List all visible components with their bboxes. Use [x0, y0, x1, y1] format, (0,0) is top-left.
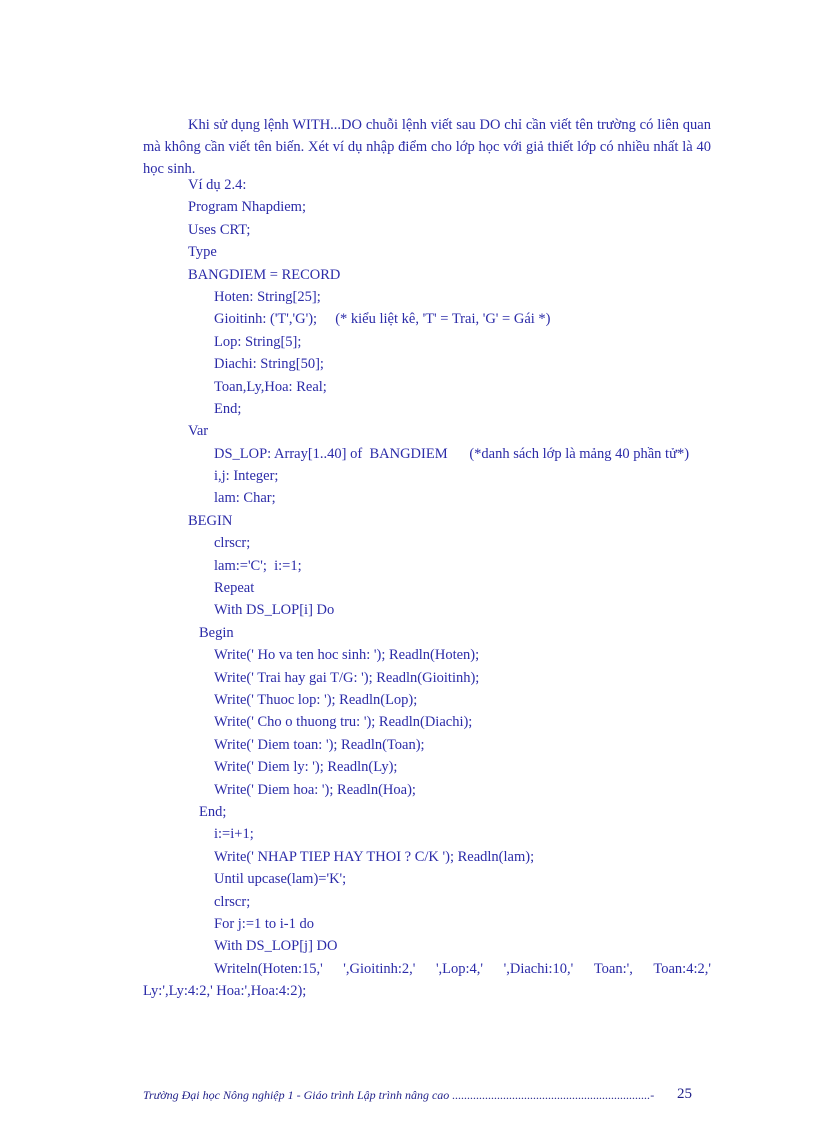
code-listing [143, 174, 711, 1002]
code-line: With DS_LOP[i] Do [214, 602, 335, 619]
code-line: Write(' Trai hay gai T/G: '); Readln(Gioitinh); [214, 669, 480, 686]
page-number: 25 [677, 1086, 692, 1102]
code-line: Type [188, 244, 217, 261]
code-line: clrscr; [214, 535, 251, 552]
code-line: Uses CRT; [188, 221, 251, 238]
code-line: DS_LOP: Array[1..40] of BANGDIEM (*danh sách lớp là mảng 40 phần tử*) [214, 445, 690, 462]
code-line: Var [188, 423, 209, 440]
code-line: Hoten: String[25]; [214, 288, 321, 305]
code-line: Toan,Ly,Hoa: Real; [214, 378, 327, 395]
code-line: For j:=1 to i-1 do [214, 915, 315, 932]
code-line: Repeat [214, 580, 255, 597]
code-line: Lop: String[5]; [214, 333, 302, 350]
code-line: Write(' Diem hoa: '); Readln(Hoa); [214, 781, 416, 798]
writeln-part: Writeln(Hoten:15,' [214, 960, 323, 977]
code-line: Write(' Cho o thuong tru: '); Readln(Diachi); [214, 714, 473, 731]
code-line: Write(' NHAP TIEP HAY THOI ? C/K '); Readln(lam); [214, 848, 535, 865]
code-line: Write(' Thuoc lop: '); Readln(Lop); [214, 691, 418, 708]
writeln-part: Toan:', [593, 960, 633, 977]
writeln-part: ',Diachi:10,' [503, 960, 574, 977]
code-line: BANGDIEM = RECORD [188, 266, 341, 283]
writeln-part: ',Lop:4,' [435, 960, 484, 977]
code-line: Write(' Ho va ten hoc sinh: '); Readln(Hoten); [214, 647, 480, 664]
code-line: Diachi: String[50]; [214, 356, 324, 373]
code-line: End; [214, 400, 242, 417]
code-line: Write(' Diem ly: '); Readln(Ly); [214, 759, 398, 776]
code-line: With DS_LOP[j] DO [214, 938, 338, 955]
code-line: i:=i+1; [214, 826, 254, 843]
code-line: BEGIN [188, 512, 233, 529]
intro-paragraph: Khi sử dụng lệnh WITH...DO chuỗi lệnh viết sau DO chỉ cần viết tên trường có liên quan mà không cần viết tên biến. Xét ví dụ nhập điểm cho lớp học với giả thiết lớp có nhiều nhất là 40 học sinh. [143, 117, 711, 177]
code-line: Begin [199, 624, 234, 641]
code-line: lam: Char; [214, 490, 276, 507]
code-line: Write(' Diem toan: '); Readln(Toan); [214, 736, 425, 753]
code-line: End; [199, 803, 227, 820]
writeln-part: ',Gioitinh:2,' [343, 960, 416, 977]
code-line: Program Nhapdiem; [188, 199, 306, 216]
code-line: Ly:',Ly:4:2,' Hoa:',Hoa:4:2); [143, 983, 307, 1000]
writeln-part: Toan:4:2,' [653, 960, 711, 977]
page-footer: Trường Đại học Nông nghiệp 1 - Giáo trình Lập trình nâng cao ..................................................................- [143, 1088, 655, 1102]
code-line: i,j: Integer; [214, 468, 279, 485]
code-line: Until upcase(lam)='K'; [214, 871, 347, 888]
code-line: Ví dụ 2.4: [188, 177, 247, 193]
code-line: clrscr; [214, 893, 251, 910]
code-line-writeln [143, 958, 711, 980]
code-line: lam:='C'; i:=1; [214, 557, 302, 574]
code-line: Gioitinh: ('T','G'); (* kiểu liệt kê, 'T' = Trai, 'G' = Gái *) [214, 311, 551, 328]
